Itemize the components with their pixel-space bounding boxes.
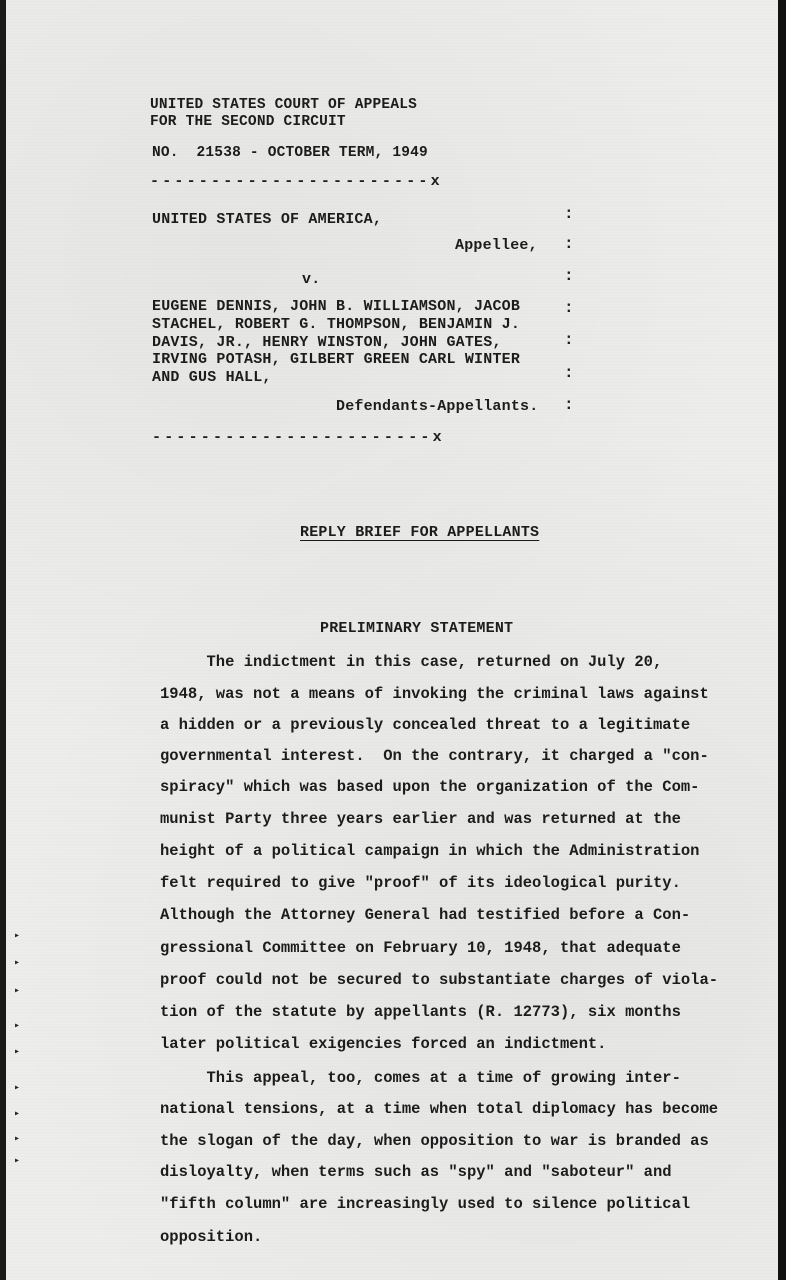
paragraph-line: opposition.: [160, 1228, 263, 1246]
paragraph-line: gressional Committee on February 10, 1948, that adequate: [160, 939, 681, 957]
binding-mark: ▸: [14, 931, 21, 942]
plaintiff-name: UNITED STATES OF AMERICA,: [152, 211, 383, 228]
paragraph-line: height of a political campaign in which the Administration: [160, 842, 700, 860]
binding-mark: ▸: [14, 1083, 21, 1094]
plaintiff-role: Appellee,: [455, 237, 538, 254]
binding-mark: ▸: [14, 986, 21, 997]
paragraph-line: the slogan of the day, when opposition to war is branded as: [160, 1132, 709, 1150]
caption-colon: :: [564, 331, 574, 349]
paragraph-line: "fifth column" are increasingly used to silence political: [160, 1195, 691, 1213]
defendant-line: IRVING POTASH, GILBERT GREEN CARL WINTER: [152, 351, 521, 368]
paragraph-line: spiracy" which was based upon the organization of the Com-: [160, 778, 700, 796]
caption-colon: :: [564, 396, 574, 414]
caption-top-rule: -----------------------x: [150, 173, 443, 190]
binding-mark: ▸: [14, 1134, 21, 1145]
scan-edge: [778, 0, 786, 1280]
caption-colon: :: [564, 299, 574, 317]
paragraph-line: munist Party three years earlier and was returned at the: [160, 810, 681, 828]
paragraph-line: later political exigencies forced an indictment.: [160, 1035, 607, 1053]
binding-mark: ▸: [14, 1047, 21, 1058]
paragraph-line: proof could not be secured to substantiate charges of viola-: [160, 971, 719, 989]
defendant-line: DAVIS, JR., HENRY WINSTON, JOHN GATES,: [152, 334, 502, 351]
caption-colon: :: [564, 235, 574, 253]
section-title: PRELIMINARY STATEMENT: [320, 620, 514, 637]
paragraph-line: felt required to give "proof" of its ideological purity.: [160, 874, 681, 892]
paragraph-line: governmental interest. On the contrary, it charged a "con-: [160, 747, 709, 765]
binding-mark: ▸: [14, 1021, 21, 1032]
document-page: [6, 0, 778, 1280]
defendant-line: STACHEL, ROBERT G. THOMPSON, BENJAMIN J.: [152, 316, 521, 333]
paragraph-line: tion of the statute by appellants (R. 12773), six months: [160, 1003, 681, 1021]
paragraph-line: a hidden or a previously concealed threat to a legitimate: [160, 716, 691, 734]
court-name-line2: FOR THE SECOND CIRCUIT: [150, 114, 346, 130]
caption-bottom-rule: -----------------------x: [152, 429, 445, 446]
binding-mark: ▸: [14, 1109, 21, 1120]
paragraph-line: Although the Attorney General had testified before a Con-: [160, 906, 691, 924]
binding-mark: ▸: [14, 958, 21, 969]
brief-title: REPLY BRIEF FOR APPELLANTS: [300, 524, 540, 541]
versus: v.: [302, 271, 321, 288]
caption-colon: :: [564, 364, 574, 382]
paragraph-line: disloyalty, when terms such as "spy" and "saboteur" and: [160, 1163, 672, 1181]
defendants-role: Defendants-Appellants.: [336, 398, 539, 415]
paragraph-line: The indictment in this case, returned on July 20,: [160, 653, 663, 671]
court-name-line1: UNITED STATES COURT OF APPEALS: [150, 97, 418, 113]
defendant-line: AND GUS HALL,: [152, 369, 272, 386]
caption-colon: :: [564, 205, 574, 223]
defendant-line: EUGENE DENNIS, JOHN B. WILLIAMSON, JACOB: [152, 298, 521, 315]
docket-number: NO. 21538 - OCTOBER TERM, 1949: [152, 145, 428, 161]
binding-mark: ▸: [14, 1156, 21, 1167]
paragraph-line: national tensions, at a time when total diplomacy has become: [160, 1100, 719, 1118]
caption-colon: :: [564, 267, 574, 285]
paragraph-line: This appeal, too, comes at a time of growing inter-: [160, 1069, 681, 1087]
paragraph-line: 1948, was not a means of invoking the criminal laws against: [160, 685, 709, 703]
